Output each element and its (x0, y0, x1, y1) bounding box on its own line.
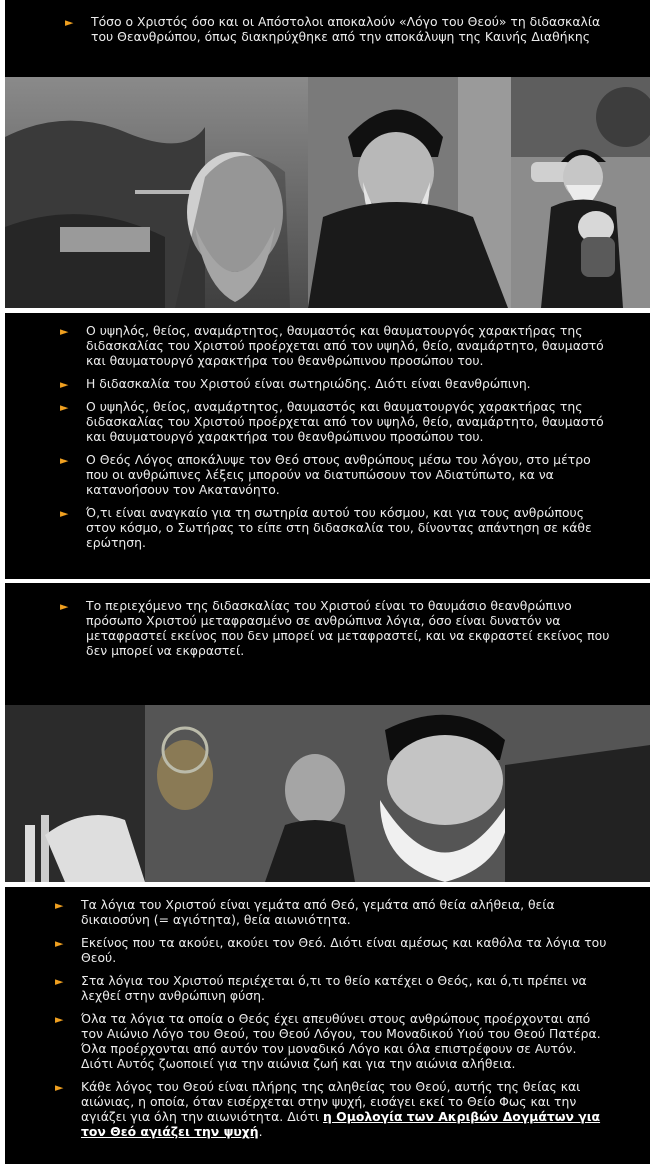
bullet-item: ► Ο Θεός Λόγος αποκάλυψε τον Θεό στους ανθρώπους μέσω του λόγου, στο μέτρο που οι ανθρώπινες λέξεις μπορούν να διατυπώσουν τον Αδιατύπωτο, κα να κατανοήσουν τον Ακατανόητο. (60, 452, 591, 497)
bullet-arrow-icon: ► (55, 1013, 64, 1026)
bullet-arrow-icon: ► (60, 325, 69, 338)
bullet-item: ► Τα λόγια του Χριστού είναι γεμάτα από Θεό, γεμάτα από θεία αλήθεια, θεία δικαιοσύνη (= αγιότητα), θεία αιωνιότητα. (55, 897, 555, 927)
bullet-item: ► Το περιεχόμενο της διδασκαλίας του Χριστού είναι το θαυμάσιο θεανθρώπινο πρόσωπο Χριστού μεταφρασμένο σε ανθρώπινα λόγια, όσο είναι δυνατόν να μεταφραστεί εκείνος που δεν μπορεί να μεταφραστεί, και να εκφραστεί εκείνος που δεν μπορεί να εκφραστεί. (60, 598, 610, 658)
photo-elder-with-child (511, 77, 650, 308)
bullet-arrow-icon: ► (60, 454, 69, 467)
bullet-item: ► Ό,τι είναι αναγκαίο για τη σωτηρία αυτού του κόσμου, και για τους ανθρώπους στον κόσμο, ο Σωτήρας το είπε στη διδασκαλία του, δίνοντας απάντηση σε κάθε ερώτηση. (60, 505, 592, 550)
bullet-arrow-icon: ► (55, 975, 64, 988)
bullet-arrow-icon: ► (55, 1081, 64, 1094)
bullet-arrow-icon: ► (55, 937, 64, 950)
text-panel-4 (5, 887, 650, 1164)
text-panel-3 (5, 583, 650, 705)
bullet-item: ► Ο υψηλός, θείος, αναμάρτητος, θαυμαστός και θαυματουργός χαρακτήρας της διδασκαλίας του Χριστού προέρχεται από τον υψηλό, θείο, αναμάρτητο, θαυμαστό και θαυματουργό χαρακτήρα του θεανθρώπινου προσώπου του. (60, 323, 604, 368)
bullet-item: ► Τόσο ο Χριστός όσο και οι Απόστολοι αποκαλούν «Λόγο του Θεού» τη διδασκαλία του Θεανθρώπου, όπως διακηρύχθηκε από την αποκάλυψη της Καινής Διαθήκης (65, 14, 601, 44)
bullet-item: ► Η διδασκαλία του Χριστού είναι σωτηριώδης. Διότι είναι θεανθρώπινη. (60, 376, 531, 391)
bullet-arrow-icon: ► (60, 378, 69, 391)
bullet-arrow-icon: ► (65, 16, 74, 29)
bullet-arrow-icon: ► (60, 600, 69, 613)
photo-elder-speaking (5, 705, 650, 882)
photo-elder-landscape (5, 77, 308, 308)
text-panel-1 (5, 0, 650, 77)
bullet-item: ► Εκείνος που τα ακούει, ακούει τον Θεό. Διότι είναι αμέσως και καθόλα τα λόγια του Θεού. (55, 935, 607, 965)
photo-elder-portrait (308, 77, 511, 308)
bullet-item: ► Κάθε λόγος του Θεού είναι πλήρης της αληθείας του Θεού, αυτής της θείας και αιώνιας, η οποία, όταν εισέρχεται στην ψυχή, εισάγει εκεί το Θείο Φως και την αγιάζει για όλη την αιωνιότητα. Διότι η Ομολογία των Ακριβών Δογμάτων για τον Θεό αγιάζει την ψυχή. (55, 1079, 601, 1139)
bullet-arrow-icon: ► (55, 899, 64, 912)
bullet-arrow-icon: ► (60, 401, 69, 414)
bullet-item: ► Ο υψηλός, θείος, αναμάρτητος, θαυμαστός και θαυματουργός χαρακτήρας της διδασκαλίας του Χριστού προέρχεται από τον υψηλό, θείο, αναμάρτητο, θαυμαστό και θαυματουργό χαρακτήρα του θεανθρώπινου προσώπου του. (60, 399, 604, 444)
bullet-item: ► Όλα τα λόγια τα οποία ο Θεός έχει απευθύνει στους ανθρώπους προέρχονται από τον Αιώνιο Λόγο του Θεού, του Θεού Λόγου, του Μοναδικού Υιού του Θεού Πατέρα. Όλα προέρχονται από αυτόν τον μοναδικό Λόγο και όλα επιστρέφουν σε Αυτόν. Διότι Αυτός ζωοποιεί για την αιώνια ζωή και για την αιώνια αλήθεια. (55, 1011, 601, 1071)
bullet-arrow-icon: ► (60, 507, 69, 520)
confession-link[interactable]: η Ομολογία των Ακριβών Δογμάτων για τον Θεό αγιάζει την ψυχή (81, 1109, 601, 1139)
bullet-item: ► Στα λόγια του Χριστού περιέχεται ό,τι το θείο κατέχει ο Θεός, και ό,τι πρέπει να λεχθεί στην ανθρώπινη φύση. (55, 973, 587, 1003)
text-panel-2 (5, 313, 650, 579)
